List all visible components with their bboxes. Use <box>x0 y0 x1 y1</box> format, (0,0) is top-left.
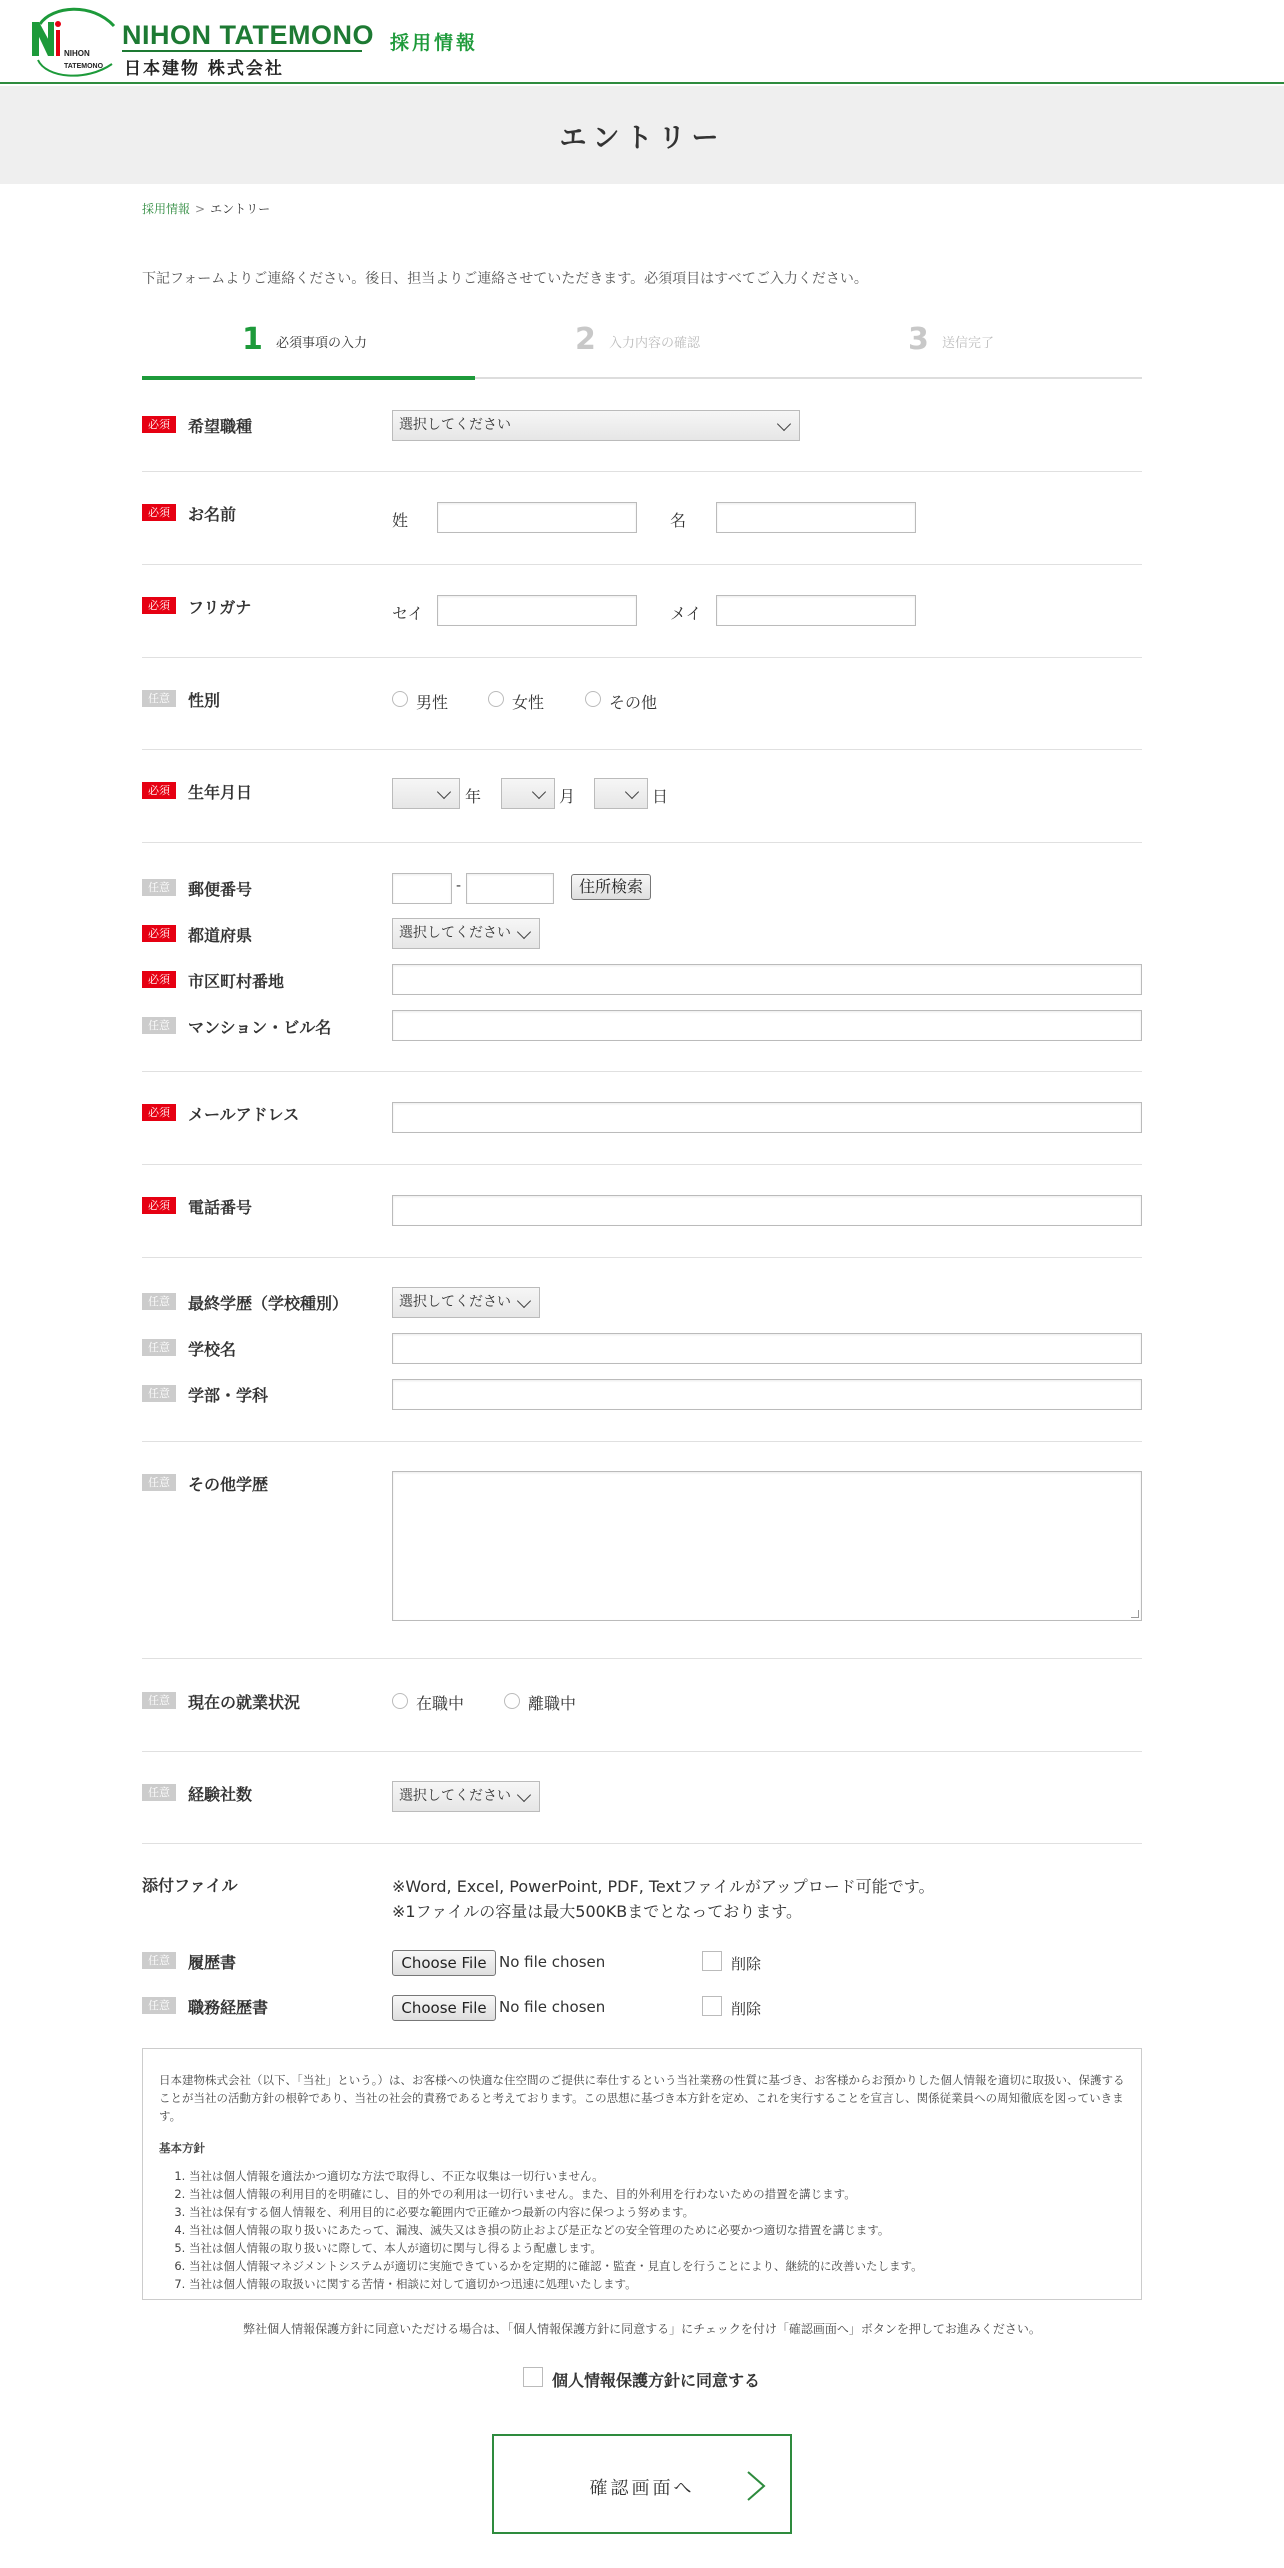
last-kana-caption: セイ <box>392 604 424 623</box>
gender-label: 性別 <box>188 691 221 710</box>
education-select[interactable] <box>392 1287 540 1318</box>
required-badge: 必須 <box>142 782 176 799</box>
site-header <box>0 0 1284 84</box>
email-input[interactable] <box>392 1102 1142 1133</box>
resume-choose-file-button[interactable]: Choose File <box>392 1950 496 1976</box>
row-divider <box>142 842 1142 843</box>
companies-label: 経験社数 <box>188 1785 253 1804</box>
row-divider <box>142 749 1142 750</box>
step-progress-active <box>142 376 475 380</box>
row-divider <box>142 1843 1142 1844</box>
breadcrumb-home-link[interactable]: 採用情報 <box>142 202 191 216</box>
required-badge: 必須 <box>142 597 176 614</box>
confirm-button[interactable] <box>492 2434 792 2534</box>
nav-recruit-link[interactable]: 採用情報 <box>390 32 479 54</box>
chevron-down-icon <box>517 1294 531 1308</box>
phone-input[interactable] <box>392 1195 1142 1226</box>
policy-list <box>159 2167 1125 2293</box>
employed-radio[interactable] <box>392 1693 408 1709</box>
step-3 <box>808 318 1141 378</box>
row-divider <box>142 1071 1142 1072</box>
gender-male-radio[interactable] <box>392 691 408 707</box>
job-select[interactable] <box>392 410 800 441</box>
resume-label: 履歴書 <box>188 1953 237 1972</box>
logo-text-ja: 日本建物 株式会社 <box>124 59 284 79</box>
step-indicator <box>142 318 1142 380</box>
career-history-label: 職務経歴書 <box>188 1998 269 2017</box>
gender-male-label[interactable]: 男性 <box>416 693 449 712</box>
last-kana-input[interactable] <box>437 595 637 626</box>
step-2 <box>475 318 808 378</box>
birth-year-select[interactable] <box>392 778 460 809</box>
breadcrumb <box>142 200 270 217</box>
unemployed-radio[interactable] <box>504 1693 520 1709</box>
confirm-button-label: 確認画面へ <box>589 2478 695 2499</box>
attachments-note-formats: ※Word, Excel, PowerPoint, PDF, Textファイルがアップロード可能です。 <box>392 1877 935 1896</box>
resume-delete-checkbox[interactable] <box>702 1951 722 1971</box>
optional-badge: 任意 <box>142 1474 176 1491</box>
required-badge: 必須 <box>142 1104 176 1121</box>
policy-item: 2. 当社は個人情報の利用目的を明確にし、目的外での利用は一切行いません。また、目的外利用を行わないための措置を講じます。 <box>189 2185 1125 2203</box>
step-1 <box>142 318 475 378</box>
optional-badge: 任意 <box>142 1784 176 1801</box>
resize-grip-icon[interactable] <box>1131 1610 1139 1618</box>
city-label: 市区町村番地 <box>188 972 285 991</box>
first-name-input[interactable] <box>716 502 916 533</box>
year-caption: 年 <box>465 787 482 806</box>
attachments-note-size: ※1ファイルの容量は最大500KBまでとなっております。 <box>392 1902 802 1921</box>
row-divider <box>142 657 1142 658</box>
other-education-label: その他学歴 <box>188 1475 269 1494</box>
faculty-label: 学部・学科 <box>188 1386 269 1405</box>
furigana-label: フリガナ <box>188 598 252 617</box>
day-caption: 日 <box>652 787 669 806</box>
row-divider <box>142 1658 1142 1659</box>
chevron-down-icon <box>532 785 546 799</box>
school-label: 学校名 <box>188 1340 237 1359</box>
first-kana-input[interactable] <box>716 595 916 626</box>
gender-female-label[interactable]: 女性 <box>512 693 545 712</box>
logo-underline <box>122 50 362 52</box>
row-divider <box>142 471 1142 472</box>
unemployed-label[interactable]: 離職中 <box>528 1694 577 1713</box>
birth-month-select[interactable] <box>501 778 555 809</box>
education-label: 最終学歴（学校種別） <box>188 1294 349 1313</box>
resume-delete-label[interactable]: 削除 <box>731 1955 762 1973</box>
building-input[interactable] <box>392 1010 1142 1041</box>
name-label: お名前 <box>188 505 237 524</box>
optional-badge: 任意 <box>142 1017 176 1034</box>
step-number: 3 <box>908 322 929 357</box>
companies-select[interactable] <box>392 1781 540 1812</box>
optional-badge: 任意 <box>142 1293 176 1310</box>
required-badge: 必須 <box>142 925 176 942</box>
step-number: 1 <box>242 322 263 357</box>
svg-text:NIHON: NIHON <box>64 49 90 58</box>
optional-badge: 任意 <box>142 879 176 896</box>
last-name-input[interactable] <box>437 502 637 533</box>
chevron-right-icon <box>744 2470 768 2502</box>
employment-label: 現在の就業状況 <box>188 1693 301 1712</box>
privacy-agree-label[interactable]: 個人情報保護方針に同意する <box>552 2371 761 2390</box>
building-label: マンション・ビル名 <box>188 1018 332 1037</box>
row-divider <box>142 1751 1142 1752</box>
required-badge: 必須 <box>142 1197 176 1214</box>
companies-select-value: 選択してください <box>399 1788 511 1804</box>
address-search-button[interactable]: 住所検索 <box>571 874 651 900</box>
chevron-down-icon <box>625 785 639 799</box>
required-badge: 必須 <box>142 971 176 988</box>
policy-item: 4. 当社は個人情報の取り扱いにあたって、漏洩、滅失又はき損の防止および是正などの安全管理のために必要かつ適切な措置を講じます。 <box>189 2221 1125 2239</box>
row-divider <box>142 1164 1142 1165</box>
postal-label: 郵便番号 <box>188 880 253 899</box>
birth-day-select[interactable] <box>594 778 648 809</box>
job-select-value: 選択してください <box>399 417 511 433</box>
policy-item: 6. 当社は個人情報マネジメントシステムが適切に実施できているかを定期的に確認・監査・見直しを行うことにより、継続的に改善いたします。 <box>189 2257 1125 2275</box>
svg-text:TATEMONO: TATEMONO <box>64 63 104 70</box>
optional-badge: 任意 <box>142 1952 176 1969</box>
employed-label[interactable]: 在職中 <box>416 1694 465 1713</box>
faculty-input[interactable] <box>392 1379 1142 1410</box>
resume-no-file-text: No file chosen <box>499 1953 606 1971</box>
first-name-caption: 名 <box>670 511 687 530</box>
step-label: 入力内容の確認 <box>609 336 701 351</box>
career-choose-file-button[interactable]: Choose File <box>392 1995 496 2021</box>
attachments-label: 添付ファイル <box>142 1876 238 1895</box>
chevron-down-icon <box>517 1788 531 1802</box>
phone-label: 電話番号 <box>188 1198 253 1217</box>
privacy-policy-box[interactable] <box>142 2048 1142 2300</box>
policy-heading: 基本方針 <box>159 2141 205 2155</box>
logo-text-en: NIHON TATEMONO <box>122 20 374 50</box>
logo-mark-icon <box>26 4 118 80</box>
school-input[interactable] <box>392 1333 1142 1364</box>
policy-item: 3. 当社は保有する個人情報を、利用目的に必要な範囲内で正確かつ最新の内容に保つよう努めます。 <box>189 2203 1125 2221</box>
breadcrumb-separator: > <box>195 202 206 216</box>
step-label: 必須事項の入力 <box>276 336 368 351</box>
privacy-agree-checkbox[interactable] <box>523 2367 543 2387</box>
optional-badge: 任意 <box>142 1385 176 1402</box>
education-select-value: 選択してください <box>399 1294 511 1310</box>
postal-code-first-input[interactable] <box>392 873 452 904</box>
optional-badge: 任意 <box>142 1692 176 1709</box>
prefecture-select[interactable] <box>392 918 540 949</box>
birthdate-label: 生年月日 <box>188 783 253 802</box>
row-divider <box>142 564 1142 565</box>
postal-code-second-input[interactable] <box>466 873 554 904</box>
email-label: メールアドレス <box>188 1105 300 1124</box>
gender-female-radio[interactable] <box>488 691 504 707</box>
policy-item: 1. 当社は個人情報を適法かつ適切な方法で取得し、不正な収集は一切行いません。 <box>189 2167 1125 2185</box>
chevron-down-icon <box>517 925 531 939</box>
gender-other-label[interactable]: その他 <box>609 693 658 712</box>
career-delete-checkbox[interactable] <box>702 1996 722 2016</box>
step-number: 2 <box>575 322 596 357</box>
policy-item: 7. 当社は個人情報の取扱いに関する苦情・相談に対して適切かつ迅速に処理いたします。 <box>189 2275 1125 2293</box>
step-label: 送信完了 <box>942 336 995 351</box>
page-title-band <box>0 86 1284 184</box>
month-caption: 月 <box>559 787 576 806</box>
policy-item: 5. 当社は個人情報の取り扱いに際して、本人が適切に関与し得るよう配慮します。 <box>189 2239 1125 2257</box>
required-badge: 必須 <box>142 416 176 433</box>
other-education-textarea[interactable] <box>392 1471 1142 1621</box>
form-intro-text: 下記フォームよりご連絡ください。後日、担当よりご連絡させていただきます。必須項目はすべてご入力ください。 <box>142 271 868 287</box>
city-input[interactable] <box>392 964 1142 995</box>
optional-badge: 任意 <box>142 1339 176 1356</box>
optional-badge: 任意 <box>142 690 176 707</box>
career-delete-label[interactable]: 削除 <box>731 2000 762 2018</box>
breadcrumb-current: エントリー <box>210 202 271 216</box>
gender-other-radio[interactable] <box>585 691 601 707</box>
policy-intro: 日本建物株式会社（以下、「当社」という。）は、お客様への快適な住空間のご提供に奉仕するという当社業務の性質に基づき、お客様からお預かりした個人情報を適切に取扱い、保護することが当社の活動方針の根幹であり、当社の社会的責務であると考えております。この思想に基づき本方針を定め、これを実行することを宣言し、関係従業員への周知徹底を図っていきます。 <box>159 2073 1125 2123</box>
career-no-file-text: No file chosen <box>499 1998 606 2016</box>
prefecture-select-value: 選択してください <box>399 925 511 941</box>
optional-badge: 任意 <box>142 1997 176 2014</box>
row-divider <box>142 1257 1142 1258</box>
required-badge: 必須 <box>142 504 176 521</box>
agreement-note: 弊社個人情報保護方針に同意いただける場合は、「個人情報保護方針に同意する」にチェックを付け「確認画面へ」ボタンを押してお進みください。 <box>243 2322 1041 2336</box>
postal-dash: - <box>456 878 462 894</box>
chevron-down-icon <box>777 417 791 431</box>
first-kana-caption: メイ <box>670 604 702 623</box>
page-title: エントリー <box>559 123 725 154</box>
prefecture-label: 都道府県 <box>188 926 253 945</box>
row-divider <box>142 1441 1142 1442</box>
site-logo[interactable] <box>26 4 374 80</box>
chevron-down-icon <box>437 785 451 799</box>
job-label: 希望職種 <box>188 417 253 436</box>
last-name-caption: 姓 <box>392 511 409 530</box>
